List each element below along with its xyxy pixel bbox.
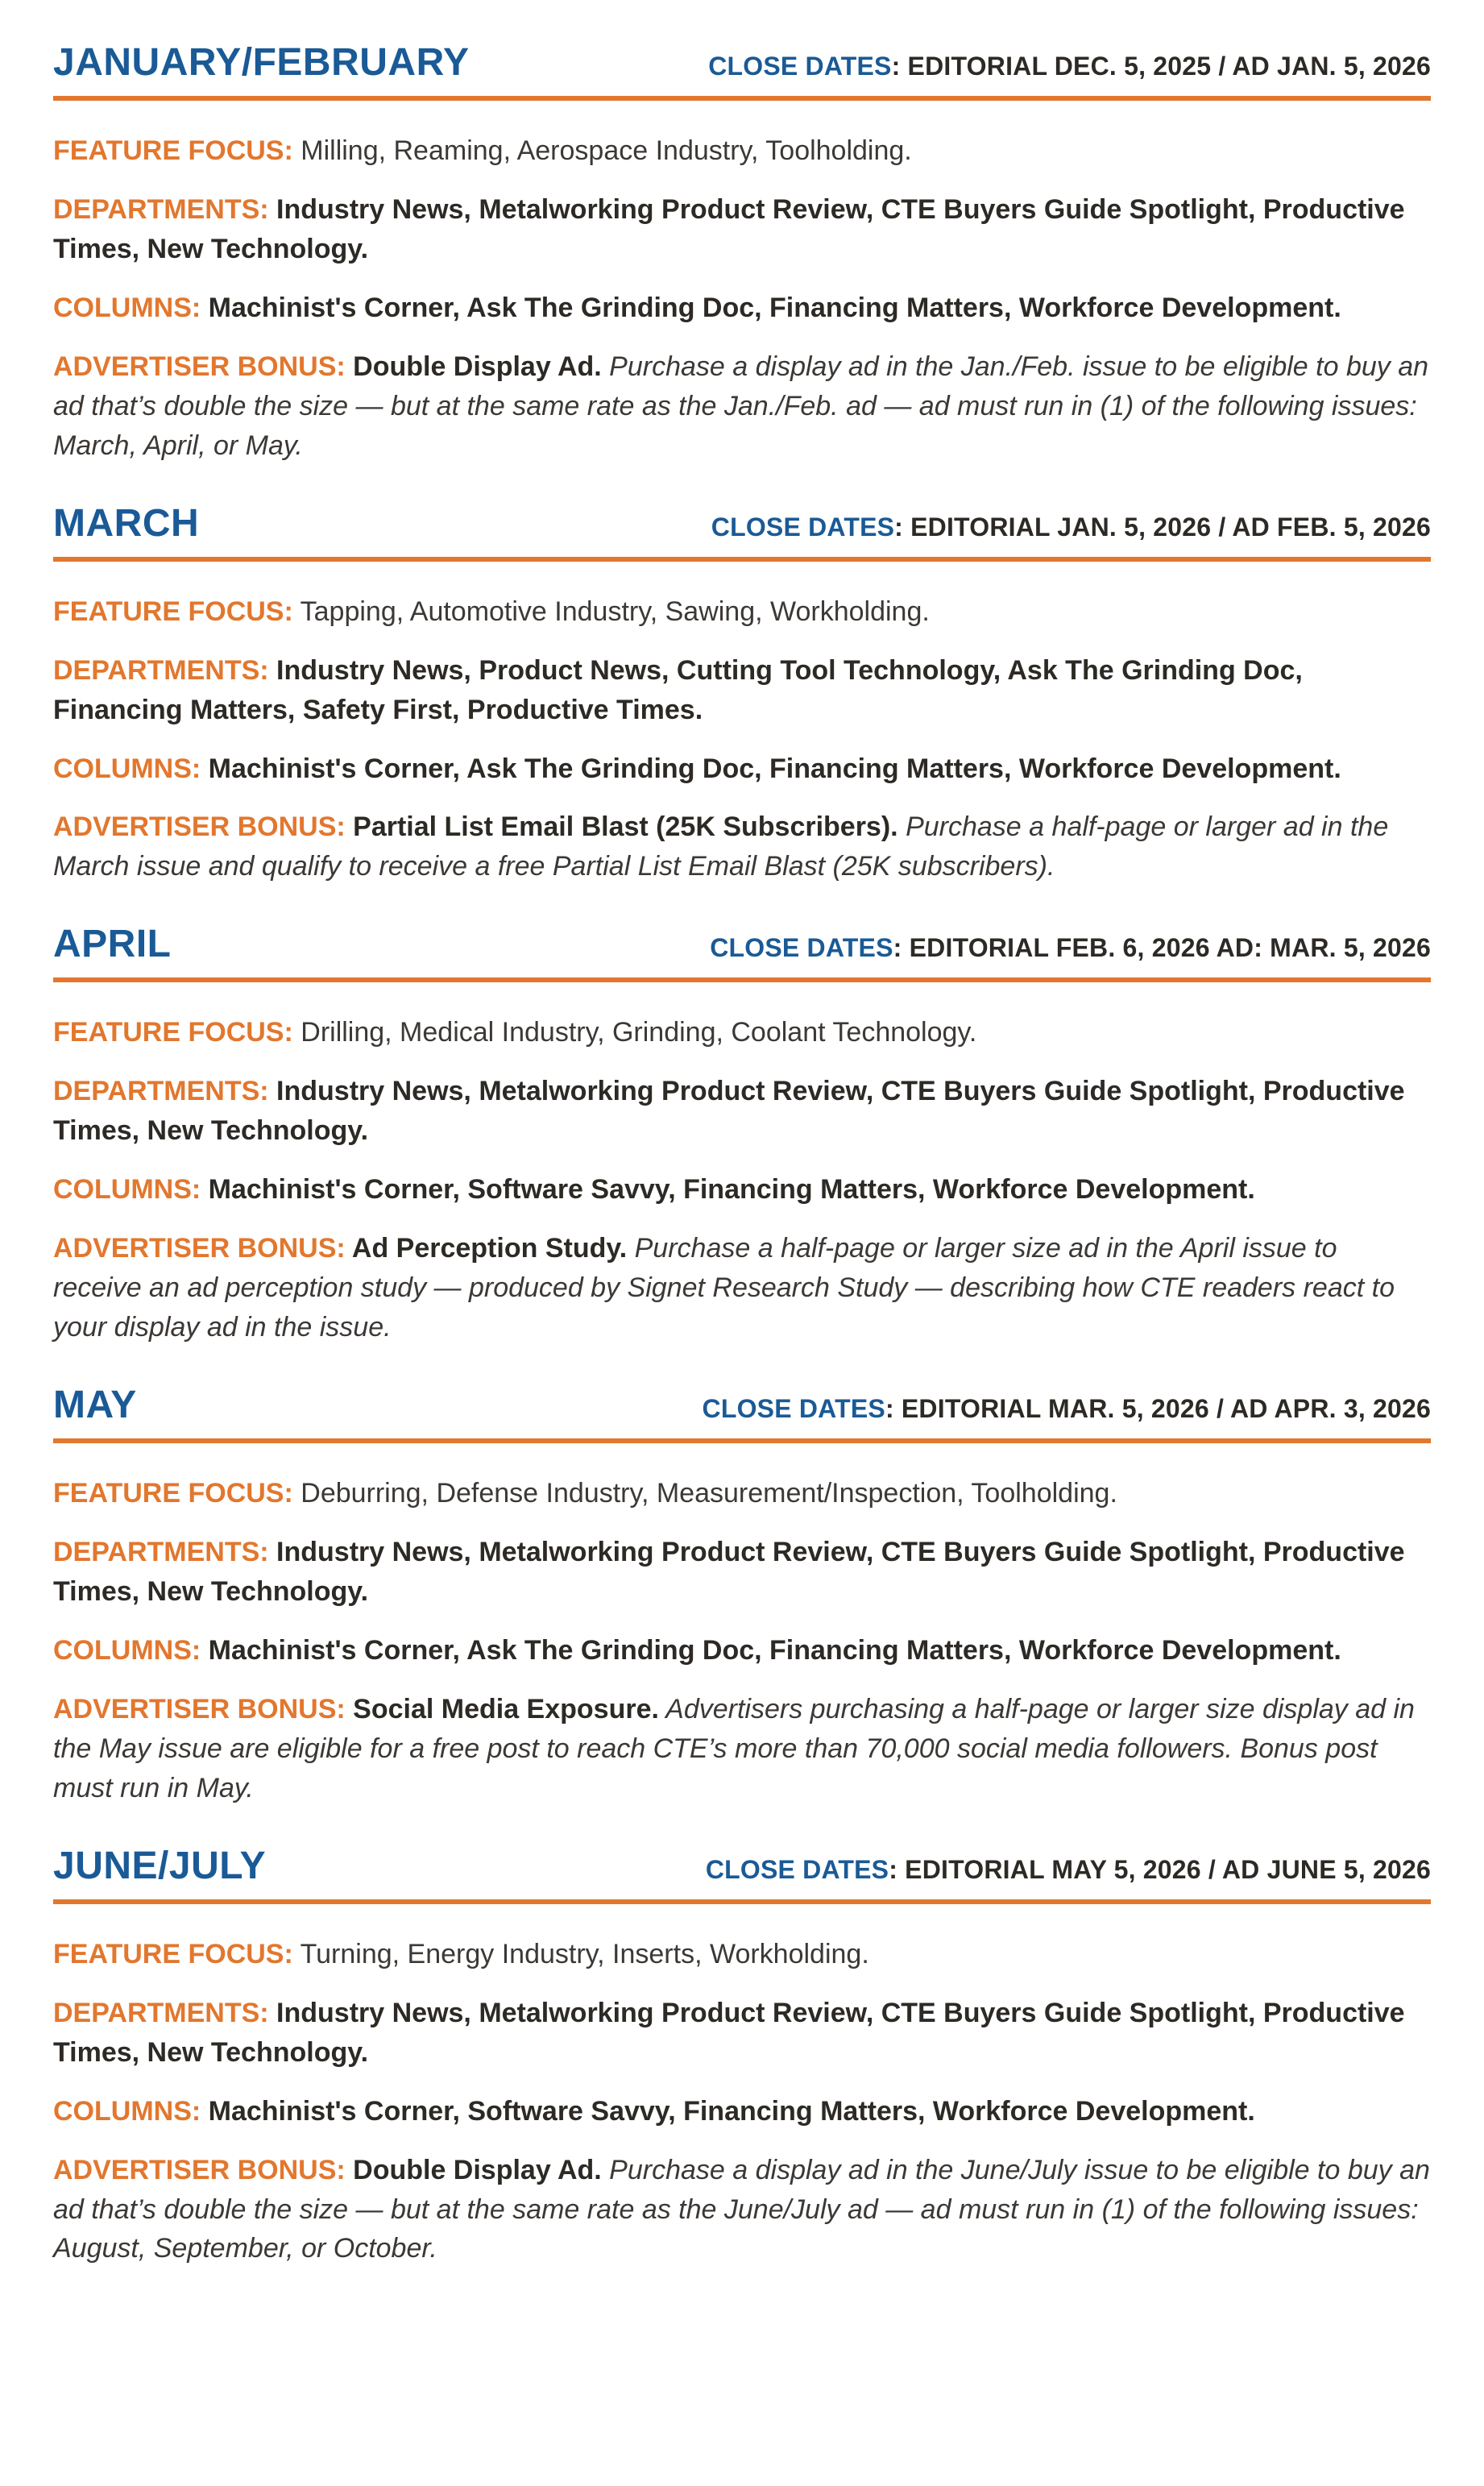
issue-header [53,501,1431,546]
advertiser-bonus-title: Double Display Ad. [345,351,602,382]
section-divider [53,96,1431,101]
columns-label: COLUMNS: [53,753,201,784]
close-dates-value: : EDITORIAL JAN. 5, 2026 / AD FEB. 5, 2026 [894,512,1431,542]
advertiser-bonus-description: Purchase a display ad in the Jan./Feb. issue to be eligible to buy an ad that’s double the size — but at the same rate as the Jan./Feb. ad — ad must run in (1) of the following issues: March, April, or May. [53,351,1429,461]
feature-focus-label: FEATURE FOCUS: [53,1017,293,1048]
close-dates [708,52,1431,81]
close-dates [711,513,1431,542]
departments-row [53,190,1431,269]
advertiser-bonus-label: ADVERTISER BONUS: [53,811,346,843]
columns-row [53,288,1431,328]
advertiser-bonus-row [53,347,1431,466]
section-divider [53,977,1431,982]
issue-section-march [53,501,1431,887]
issue-section-january-february [53,40,1431,466]
departments-row [53,1072,1431,1151]
departments-text: Industry News, Metalworking Product Review, CTE Buyers Guide Spotlight, Productive Times, New Technology. [53,1997,1405,2068]
close-dates-value: : EDITORIAL DEC. 5, 2025 / AD JAN. 5, 2026 [891,52,1431,81]
columns-row [53,1631,1431,1670]
month-title: MARCH [53,501,200,545]
issue-header [53,1383,1431,1427]
feature-focus-text: Deburring, Defense Industry, Measurement/Inspection, Toolholding. [292,1478,1117,1509]
issue-section-april [53,922,1431,1347]
close-dates-label: CLOSE DATES [705,1854,889,1884]
columns-label: COLUMNS: [53,2095,201,2127]
departments-label: DEPARTMENTS: [53,1997,269,2028]
columns-row [53,2092,1431,2131]
advertiser-bonus-title: Social Media Exposure. [345,1693,659,1724]
advertiser-bonus-label: ADVERTISER BONUS: [53,1693,346,1724]
departments-text: Industry News, Metalworking Product Review, CTE Buyers Guide Spotlight, Productive Times, New Technology. [53,1076,1405,1147]
month-title: APRIL [53,923,172,966]
close-dates-label: CLOSE DATES [711,512,895,542]
columns-label: COLUMNS: [53,292,201,323]
feature-focus-row [53,592,1431,632]
columns-text: Machinist's Corner, Ask The Grinding Doc, Financing Matters, Workforce Development. [201,753,1341,784]
close-dates [710,933,1431,963]
close-dates-value: : EDITORIAL FEB. 6, 2026 AD: MAR. 5, 2026 [893,933,1431,963]
feature-focus-row [53,1935,1431,1974]
feature-focus-label: FEATURE FOCUS: [53,135,293,166]
close-dates [703,1394,1431,1424]
close-dates-value: : EDITORIAL MAY 5, 2026 / AD JUNE 5, 2026 [889,1854,1431,1884]
columns-text: Machinist's Corner, Software Savvy, Financing Matters, Workforce Development. [201,1174,1255,1206]
advertiser-bonus-description: Purchase a half-page or larger size ad in the April issue to receive an ad perception study — produced by Signet Research Study — describing how CTE readers react to your display ad in the issue. [53,1233,1395,1343]
advertiser-bonus-description: Purchase a half-page or larger ad in the March issue and qualify to receive a free Partial List Email Blast (25K subscribers). [53,811,1389,882]
columns-row [53,749,1431,789]
departments-row [53,1533,1431,1612]
departments-row [53,651,1431,730]
advertiser-bonus-description: Purchase a display ad in the June/July issue to be eligible to buy an ad that’s double the size — but at the same rate as the June/July ad — ad must run in (1) of the following issues: August, September, or October. [53,2154,1430,2264]
feature-focus-text: Turning, Energy Industry, Inserts, Workholding. [292,1938,869,1969]
feature-focus-text: Drilling, Medical Industry, Grinding, Coolant Technology. [292,1017,977,1048]
departments-label: DEPARTMENTS: [53,654,269,686]
columns-label: COLUMNS: [53,1174,201,1206]
advertiser-bonus-label: ADVERTISER BONUS: [53,2154,346,2185]
issue-section-june-july [53,1844,1431,2269]
advertiser-bonus-title: Ad Perception Study. [345,1233,628,1264]
section-divider [53,557,1431,562]
feature-focus-text: Tapping, Automotive Industry, Sawing, Workholding. [292,596,930,627]
columns-text: Machinist's Corner, Ask The Grinding Doc, Financing Matters, Workforce Development. [201,1634,1341,1666]
advertiser-bonus-row [53,2151,1431,2269]
feature-focus-text: Milling, Reaming, Aerospace Industry, Toolholding. [292,135,912,166]
departments-text: Industry News, Metalworking Product Review, CTE Buyers Guide Spotlight, Productive Times, New Technology. [53,1537,1405,1607]
feature-focus-row [53,131,1431,171]
advertiser-bonus-row [53,1229,1431,1347]
departments-row [53,1994,1431,2073]
feature-focus-label: FEATURE FOCUS: [53,1938,293,1969]
section-divider [53,1899,1431,1904]
departments-label: DEPARTMENTS: [53,1537,269,1568]
close-dates [706,1855,1431,1885]
issue-section-may [53,1383,1431,1808]
departments-label: DEPARTMENTS: [53,1076,269,1107]
columns-text: Machinist's Corner, Software Savvy, Financing Matters, Workforce Development. [201,2095,1255,2127]
feature-focus-row [53,1013,1431,1052]
columns-row [53,1170,1431,1210]
close-dates-label: CLOSE DATES [710,933,893,963]
month-title: JUNE/JULY [53,1844,267,1887]
advertiser-bonus-description: Advertisers purchasing a half-page or larger size display ad in the May issue are eligible for a free post to reach CTE’s more than 70,000 social media followers. Bonus post must run in May. [53,1693,1415,1803]
advertiser-bonus-row [53,807,1431,886]
issue-header [53,1844,1431,1888]
columns-text: Machinist's Corner, Ask The Grinding Doc, Financing Matters, Workforce Development. [201,292,1341,323]
close-dates-label: CLOSE DATES [708,52,892,81]
close-dates-label: CLOSE DATES [702,1394,885,1424]
month-title: JANUARY/FEBRUARY [53,41,470,84]
feature-focus-label: FEATURE FOCUS: [53,1478,293,1509]
advertiser-bonus-label: ADVERTISER BONUS: [53,1233,346,1264]
departments-label: DEPARTMENTS: [53,193,269,225]
feature-focus-row [53,1474,1431,1513]
departments-text: Industry News, Metalworking Product Review, CTE Buyers Guide Spotlight, Productive Times, New Technology. [53,193,1405,264]
advertiser-bonus-title: Double Display Ad. [345,2154,602,2185]
issue-header [53,922,1431,966]
issue-header [53,40,1431,85]
advertiser-bonus-row [53,1690,1431,1808]
advertiser-bonus-title: Partial List Email Blast (25K Subscribers). [345,811,898,843]
advertiser-bonus-label: ADVERTISER BONUS: [53,351,346,382]
month-title: MAY [53,1384,137,1427]
feature-focus-label: FEATURE FOCUS: [53,596,293,627]
close-dates-value: : EDITORIAL MAR. 5, 2026 / AD APR. 3, 2026 [885,1394,1431,1424]
columns-label: COLUMNS: [53,1634,201,1666]
departments-text: Industry News, Product News, Cutting Tool Technology, Ask The Grinding Doc, Financing Matters, Safety First, Productive Times. [53,654,1303,725]
section-divider [53,1438,1431,1443]
